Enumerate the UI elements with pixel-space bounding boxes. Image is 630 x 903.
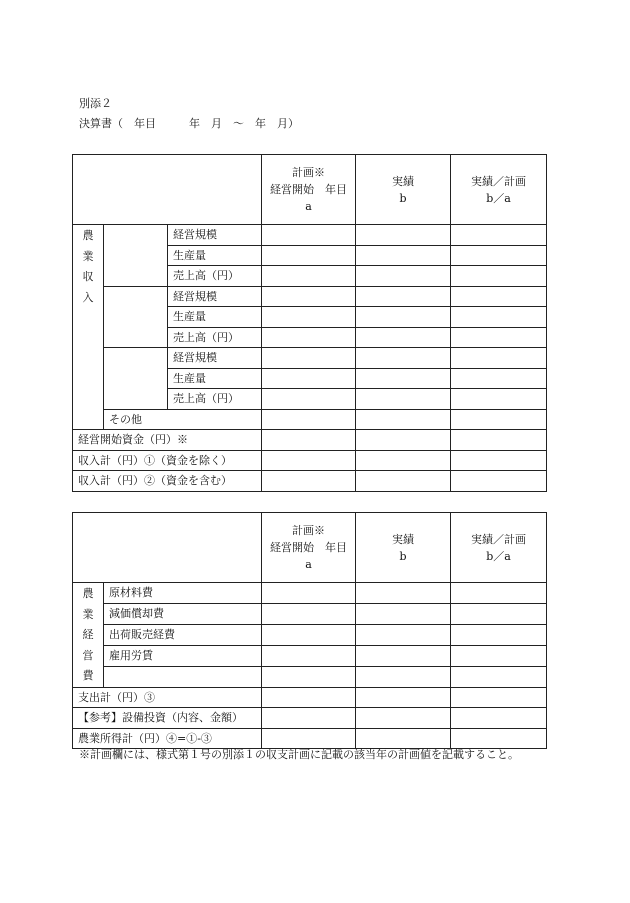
plan-cell[interactable]	[262, 389, 356, 410]
item-label: 経営規模	[168, 225, 262, 246]
crop-name-cell[interactable]	[104, 348, 168, 410]
actual-cell[interactable]	[356, 348, 451, 369]
table-row	[73, 450, 547, 471]
attachment-label: 別添２	[79, 97, 112, 110]
ratio-cell[interactable]	[451, 645, 547, 666]
other-income-label: その他	[104, 409, 262, 430]
table-row	[73, 286, 547, 307]
expense-table	[72, 512, 547, 749]
ratio-cell[interactable]	[451, 348, 547, 369]
actual-cell[interactable]	[356, 409, 451, 430]
ratio-cell[interactable]	[451, 624, 547, 645]
income-category-label: 農 業 収 入	[73, 225, 104, 430]
actual-cell[interactable]	[356, 450, 451, 471]
expense-item-label: 雇用労賃	[104, 645, 262, 666]
actual-column-header: 実績 b	[356, 155, 451, 225]
actual-cell[interactable]	[356, 389, 451, 410]
farm-income-total-label: 農業所得計（円）④=①-③	[73, 728, 262, 749]
plan-cell[interactable]	[262, 286, 356, 307]
table-row	[73, 471, 547, 492]
table-row	[73, 645, 547, 666]
ratio-cell[interactable]	[451, 409, 547, 430]
plan-cell[interactable]	[262, 245, 356, 266]
item-label: 経営規模	[168, 348, 262, 369]
plan-cell[interactable]	[262, 666, 356, 687]
actual-cell[interactable]	[356, 307, 451, 328]
item-label: 生産量	[168, 368, 262, 389]
table-row	[73, 348, 547, 369]
corner-cell	[73, 155, 262, 225]
ratio-cell[interactable]	[451, 286, 547, 307]
plan-cell[interactable]	[262, 307, 356, 328]
plan-cell[interactable]	[262, 624, 356, 645]
table-row	[73, 624, 547, 645]
plan-cell[interactable]	[262, 225, 356, 246]
expense-item-label: 減価償却費	[104, 603, 262, 624]
item-label: 生産量	[168, 307, 262, 328]
plan-cell[interactable]	[262, 583, 356, 604]
expense-item-label: 出荷販売経費	[104, 624, 262, 645]
actual-cell[interactable]	[356, 666, 451, 687]
item-label: 売上高（円）	[168, 266, 262, 287]
ratio-cell[interactable]	[451, 687, 547, 708]
table-row	[73, 708, 547, 729]
ratio-cell[interactable]	[451, 471, 547, 492]
plan-cell[interactable]	[262, 708, 356, 729]
actual-cell[interactable]	[356, 645, 451, 666]
footnote: ※計画欄には、様式第１号の別添１の収支計画に記載の該当年の計画値を記載すること。	[79, 748, 519, 761]
table-row	[73, 687, 547, 708]
actual-cell[interactable]	[356, 471, 451, 492]
item-label: 生産量	[168, 245, 262, 266]
actual-cell[interactable]	[356, 708, 451, 729]
table-row	[73, 430, 547, 451]
plan-column-header: 計画※ 経営開始 年目 a	[262, 155, 356, 225]
plan-cell[interactable]	[262, 368, 356, 389]
ratio-cell[interactable]	[451, 368, 547, 389]
table-row	[73, 666, 547, 687]
table-row	[73, 225, 547, 246]
plan-cell[interactable]	[262, 348, 356, 369]
ratio-cell[interactable]	[451, 603, 547, 624]
plan-cell[interactable]	[262, 687, 356, 708]
expense-category-label: 農 業 経 営 費	[73, 583, 104, 688]
ratio-cell[interactable]	[451, 583, 547, 604]
ratio-cell[interactable]	[451, 266, 547, 287]
actual-cell[interactable]	[356, 286, 451, 307]
income-total1-label: 収入計（円）①（資金を除く）	[73, 450, 262, 471]
ratio-cell[interactable]	[451, 450, 547, 471]
reference-investment-label: 【参考】設備投資（内容、金額）	[73, 708, 262, 729]
ratio-cell[interactable]	[451, 430, 547, 451]
item-label: 経営規模	[168, 286, 262, 307]
ratio-cell[interactable]	[451, 708, 547, 729]
plan-cell[interactable]	[262, 450, 356, 471]
plan-cell[interactable]	[262, 266, 356, 287]
actual-cell[interactable]	[356, 624, 451, 645]
actual-cell[interactable]	[356, 245, 451, 266]
table-header-row	[73, 155, 547, 225]
income-table	[72, 154, 547, 492]
crop-name-cell[interactable]	[104, 286, 168, 348]
table-row	[73, 583, 547, 604]
table-row	[73, 409, 547, 430]
plan-cell[interactable]	[262, 471, 356, 492]
ratio-cell[interactable]	[451, 245, 547, 266]
ratio-cell[interactable]	[451, 307, 547, 328]
actual-cell[interactable]	[356, 583, 451, 604]
actual-cell[interactable]	[356, 327, 451, 348]
table-row	[73, 603, 547, 624]
plan-cell[interactable]	[262, 409, 356, 430]
plan-cell[interactable]	[262, 603, 356, 624]
plan-cell[interactable]	[262, 327, 356, 348]
table-header-row	[73, 513, 547, 583]
ratio-cell[interactable]	[451, 327, 547, 348]
ratio-cell[interactable]	[451, 225, 547, 246]
actual-cell[interactable]	[356, 603, 451, 624]
plan-cell[interactable]	[262, 645, 356, 666]
expense-total3-label: 支出計（円）③	[73, 687, 262, 708]
expense-item-label[interactable]	[104, 666, 262, 687]
actual-cell[interactable]	[356, 687, 451, 708]
item-label: 売上高（円）	[168, 327, 262, 348]
ratio-column-header: 実績／計画 b／a	[451, 155, 547, 225]
crop-name-cell[interactable]	[104, 225, 168, 287]
capital-label: 経営開始資金（円）※	[73, 430, 262, 451]
ratio-cell[interactable]	[451, 666, 547, 687]
plan-column-header: 計画※ 経営開始 年目 a	[262, 513, 356, 583]
item-label: 売上高（円）	[168, 389, 262, 410]
actual-cell[interactable]	[356, 430, 451, 451]
actual-cell[interactable]	[356, 368, 451, 389]
corner-cell	[73, 513, 262, 583]
ratio-cell[interactable]	[451, 389, 547, 410]
actual-column-header: 実績 b	[356, 513, 451, 583]
actual-cell[interactable]	[356, 266, 451, 287]
expense-item-label: 原材料費	[104, 583, 262, 604]
income-total2-label: 収入計（円）②（資金を含む）	[73, 471, 262, 492]
document-title: 決算書（ 年目 年 月 ～ 年 月）	[79, 117, 299, 130]
actual-cell[interactable]	[356, 225, 451, 246]
ratio-column-header: 実績／計画 b／a	[451, 513, 547, 583]
plan-cell[interactable]	[262, 430, 356, 451]
